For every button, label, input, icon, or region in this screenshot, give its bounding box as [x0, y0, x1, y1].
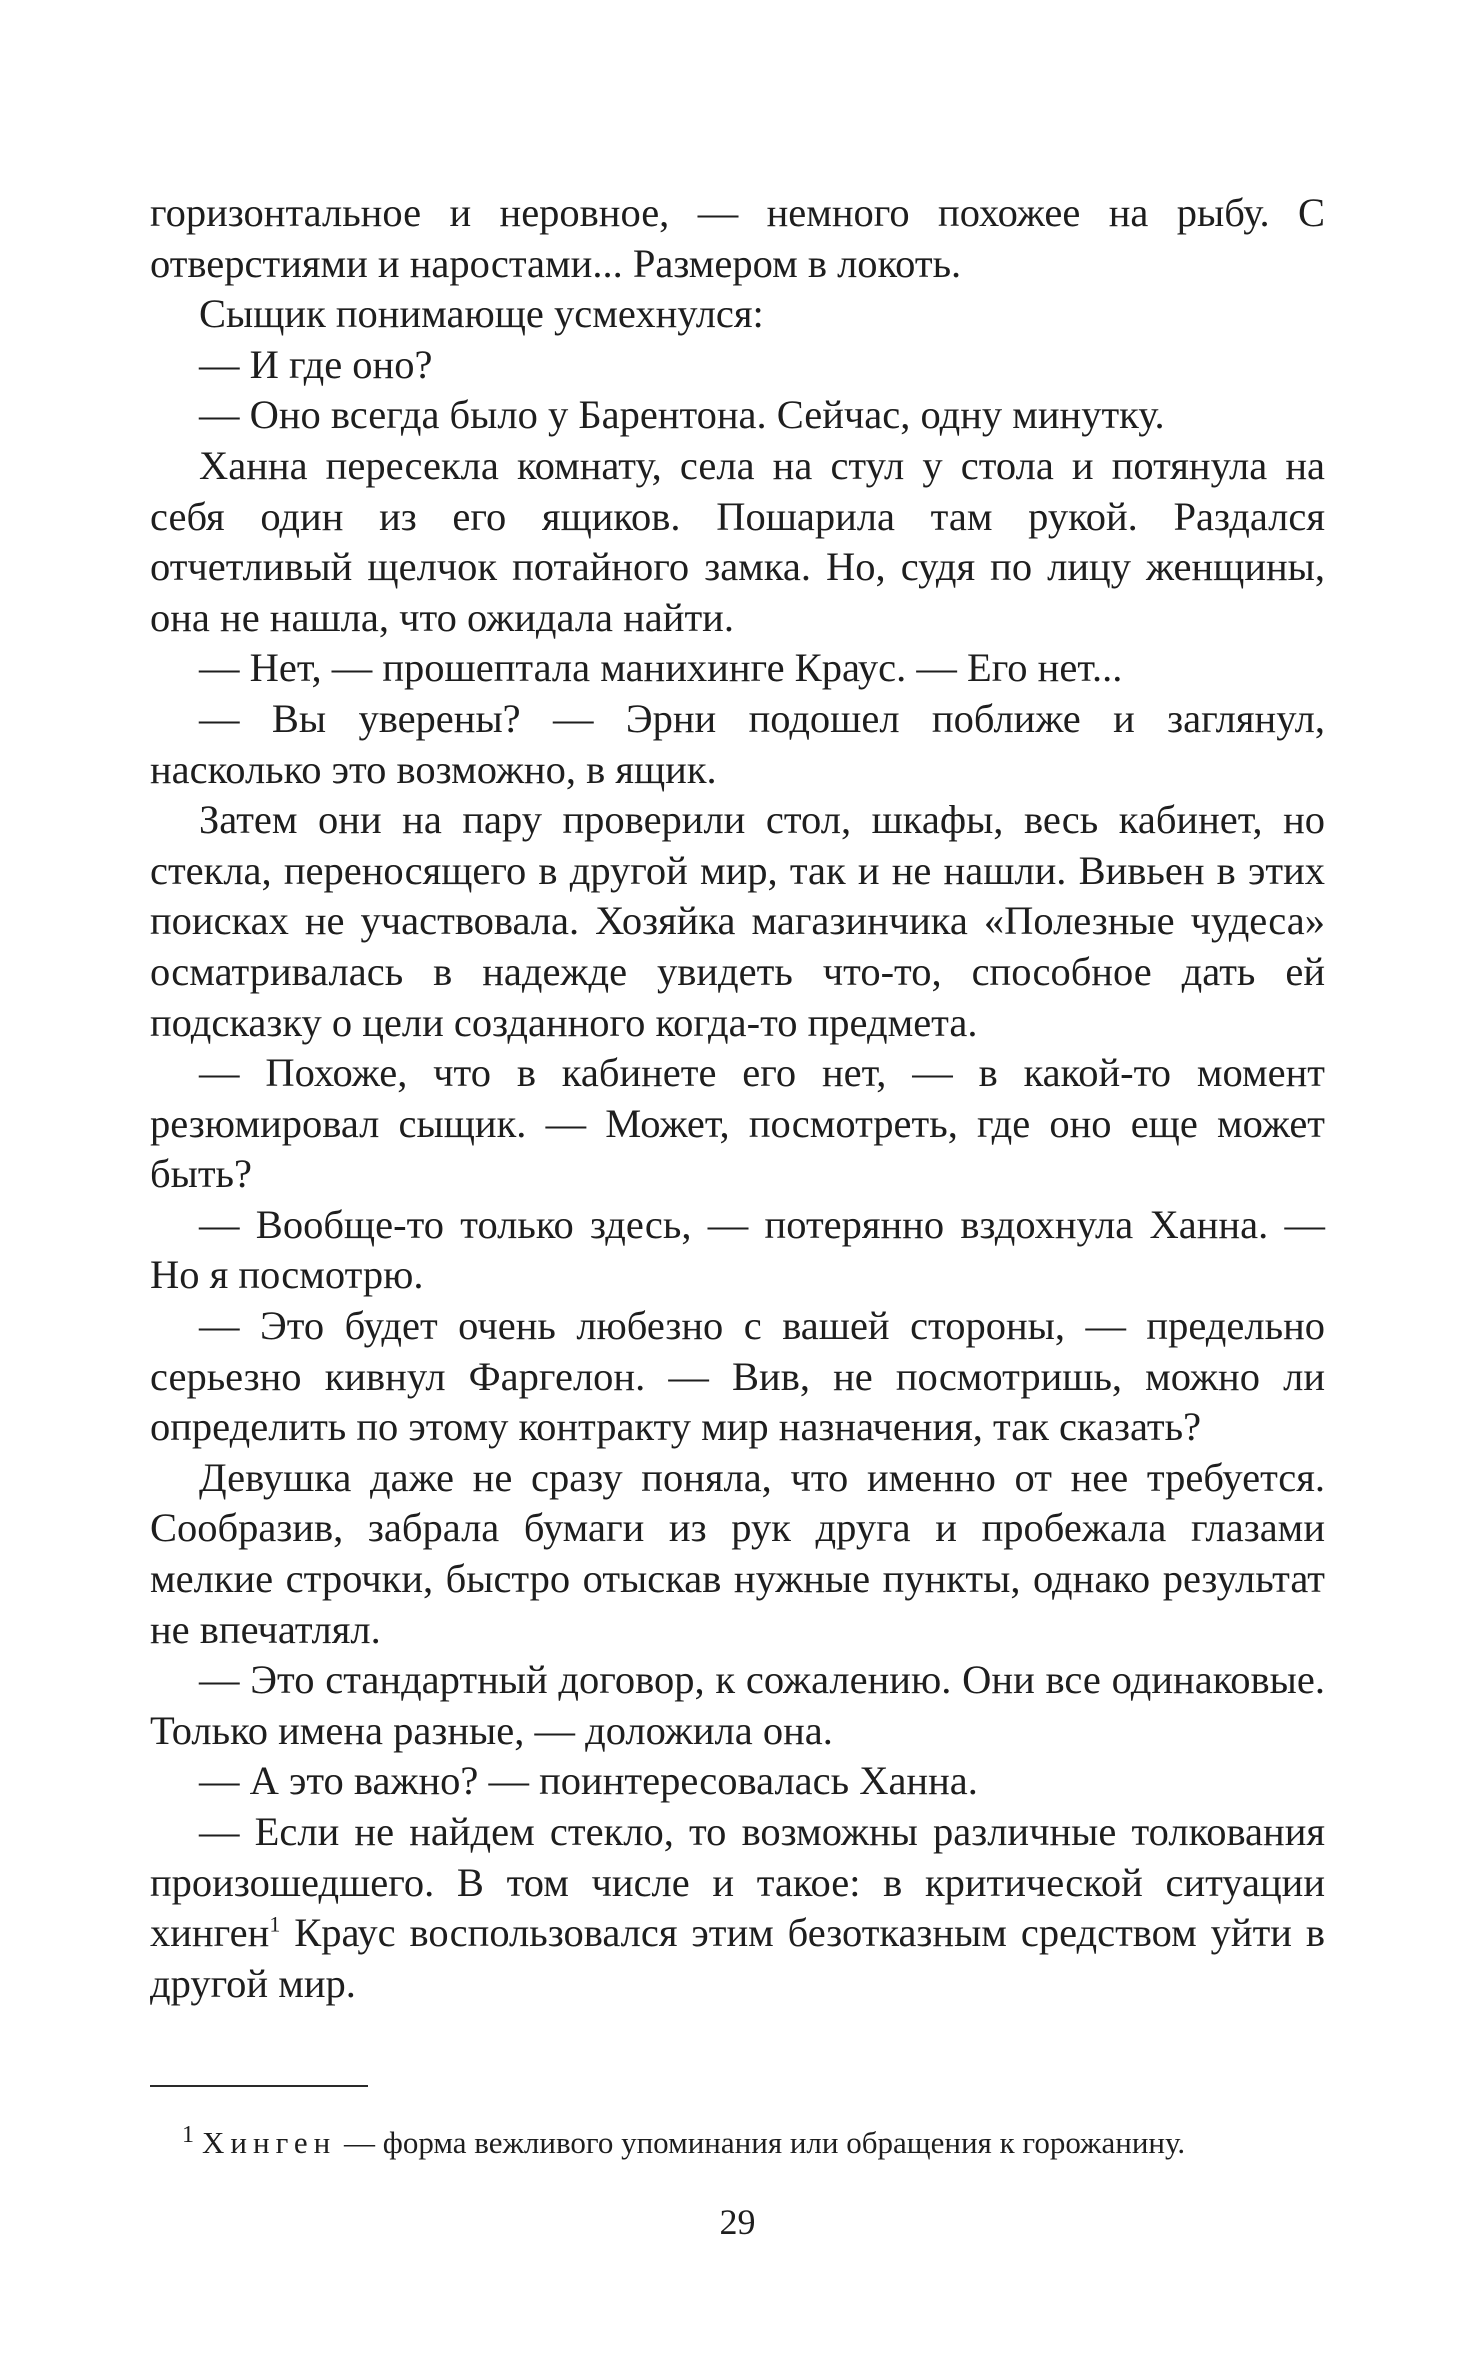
main-text [150, 188, 1325, 2009]
dialogue-line: — Похоже, что в кабинете его нет, — в какой-то момент резюмировал сыщик. — Может, посмотреть, где оно еще может быть? [150, 1050, 1325, 1197]
dialogue-line: — Оно всегда было у Барентона. Сейчас, одну минутку. [199, 392, 1165, 438]
footnote-number: 1 [182, 2121, 194, 2148]
footnote-separator [150, 2085, 368, 2087]
dialogue-text-part-1: — Если не найдем стекло, то возможны различные толкования произошедшего. В том числе и такое: в критической ситуации хинген [150, 1809, 1325, 1956]
dialogue-line-with-footnote [150, 1807, 1325, 2009]
page-number: 29 [719, 2202, 756, 2242]
dialogue-line: — Это стандартный договор, к сожалению. Они все одинаковые. Только имена разные, — доложила она. [150, 1657, 1325, 1753]
dialogue-line: — А это важно? — поинтересовалась Ханна. [199, 1758, 978, 1804]
dialogue-line: — Нет, — прошептала манихинге Краус. — Его нет... [199, 645, 1123, 691]
paragraph: Ханна пересекла комнату, села на стул у стола и потянула на себя один из его ящиков. Пошарила там рукой. Раздался отчетливый щелчок потайного замка. Но, судя по лицу женщины, она не нашла, что ожидала найти. [150, 442, 1325, 640]
footnote-term: Хинген [202, 2125, 337, 2160]
dialogue-line: — Вообще-то только здесь, — потерянно вздохнула Ханна. — Но я посмотрю. [150, 1201, 1325, 1298]
dialogue-line: — Вы уверены? — Эрни подошел поближе и заглянул, насколько это возможно, в ящик. [150, 695, 1325, 792]
footnote [182, 2121, 1332, 2162]
footnote-text: — форма вежливого упоминания или обращения к горожанину. [336, 2125, 1186, 2160]
dialogue-line: — Это будет очень любезно с вашей стороны, — предельно серьезно кивнул Фаргелон. — Вив, не посмотришь, можно ли определить по этому контракту мир назначения, так сказать? [150, 1303, 1325, 1450]
paragraph: Девушка даже не сразу поняла, что именно от нее требуется. Сообразив, забрала бумаги из рук друга и пробежала глазами мелкие строчки, быстро отыскав нужные пункты, однако результат не впечатлял. [150, 1454, 1325, 1652]
paragraph-continuation: горизонтальное и неровное, — немного похожее на рыбу. С отверстиями и наростами... Размером в локоть. [150, 190, 1325, 286]
paragraph: Затем они на пару проверили стол, шкафы, весь кабинет, но стекла, переносящего в другой мир, так и не нашли. Вивьен в этих поисках не участвовала. Хозяйка магазинчика «Полезные чудеса» осматривалась в надежде увидеть что-то, способное дать ей подсказку о цели созданного когда-то предмета. [150, 797, 1325, 1045]
footnote-reference: 1 [269, 1911, 281, 1937]
paragraph: Сыщик понимающе усмехнулся: [199, 291, 764, 337]
dialogue-text-part-2: Краус воспользовался этим безотказным средством уйти в другой мир. [150, 1910, 1325, 2006]
dialogue-line: — И где оно? [199, 341, 433, 387]
